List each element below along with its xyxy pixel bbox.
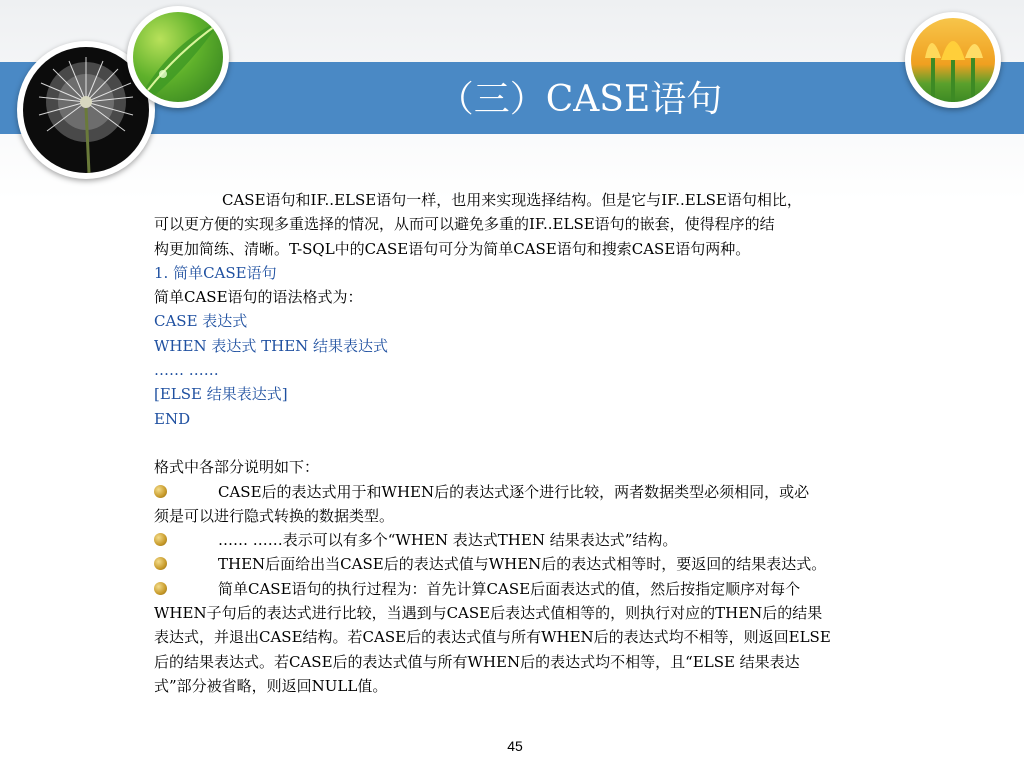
- syntax-line: …… ……: [154, 361, 219, 380]
- intro-line: CASE语句和IF..ELSE语句一样，也用来实现选择结构。但是它与IF..ELSE语句相比，: [222, 191, 802, 209]
- page-number: 45: [507, 738, 523, 754]
- green-leaf-image: [127, 6, 229, 108]
- syntax-line: [ELSE 结果表达式]: [154, 385, 288, 404]
- bullet-text: …… ……表示可以有多个“WHEN 表达式THEN 结果表达式”结构。: [218, 531, 678, 550]
- explain-heading: 格式中各部分说明如下：: [154, 458, 320, 477]
- syntax-line: WHEN 表达式 THEN 结果表达式: [154, 336, 389, 355]
- bullet-item: [154, 552, 974, 576]
- slide-content: [154, 188, 974, 698]
- slide-title: （三）CASE语句: [437, 79, 723, 120]
- bullet-text: 简单CASE语句的执行过程为：首先计算CASE后面表达式的值，然后按指定顺序对每个: [218, 579, 801, 598]
- bullet-item: [154, 577, 974, 698]
- intro-line: 构更加简练、清晰。T-SQL中的CASE语句可分为简单CASE语句和搜索CASE语句两种。: [154, 239, 751, 258]
- spacer: [154, 431, 974, 455]
- bullet-item: [154, 528, 974, 552]
- bullet-text: 后的结果表达式。若CASE后的表达式值与所有WHEN后的表达式均不相等，且“ELSE 结果表达: [154, 652, 800, 671]
- syntax-line: CASE 表达式: [154, 312, 248, 331]
- intro-line: 可以更方便的实现多重选择的情况，从而可以避免多重的IF..ELSE语句的嵌套，使得程序的结: [154, 215, 775, 234]
- syntax-line: END: [154, 409, 191, 428]
- bullet-icon: [154, 485, 167, 498]
- section-heading: 1. 简单CASE语句: [154, 263, 277, 282]
- bullet-item: [154, 480, 974, 529]
- bullet-text: THEN后面给出当CASE后的表达式值与WHEN后的表达式相等时，要返回的结果表达式。: [218, 555, 827, 574]
- bullet-text: 表达式，并退出CASE结构。若CASE后的表达式值与所有WHEN后的表达式均不相等，则返回ELSE: [154, 628, 831, 647]
- bullet-text: CASE后的表达式用于和WHEN后的表达式逐个进行比较，两者数据类型必须相同，或必: [218, 482, 810, 501]
- bullet-icon: [154, 582, 167, 595]
- bullet-text: 式”部分被省略，则返回NULL值。: [154, 676, 388, 695]
- bullet-text: 须是可以进行隐式转换的数据类型。: [154, 506, 395, 525]
- syntax-intro: 简单CASE语句的语法格式为：: [154, 288, 363, 307]
- tulip-image: [905, 12, 1001, 108]
- bullet-text: WHEN子句后的表达式进行比较，当遇到与CASE后表达式值相等的，则执行对应的THEN后的结果: [154, 604, 823, 623]
